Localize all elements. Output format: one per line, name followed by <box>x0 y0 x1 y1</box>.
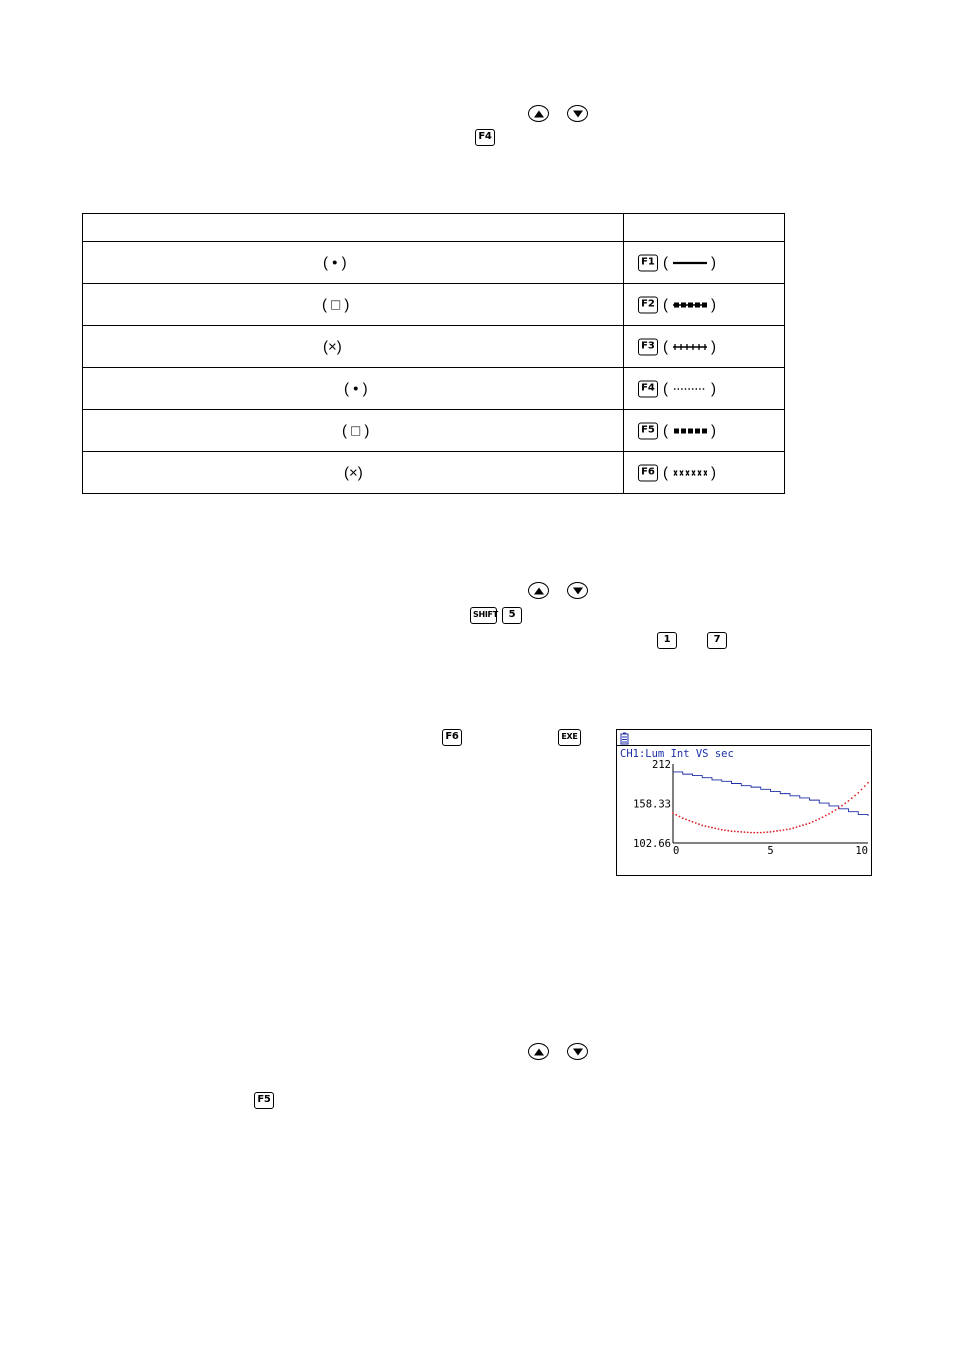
series-point-dot <box>724 829 726 831</box>
paren-open: ( <box>663 338 668 355</box>
series-point-dot <box>737 831 739 833</box>
paren-close: ) <box>711 296 716 313</box>
line-style-square-dot-icon <box>673 428 707 434</box>
series-point-dot <box>864 785 866 787</box>
line-style-solid-icon <box>673 260 707 266</box>
series-point-dot <box>711 827 713 829</box>
line-style-table <box>82 213 785 494</box>
series-point-dot <box>822 816 824 818</box>
table-row <box>83 242 785 284</box>
y-tick-label: 212 <box>652 759 671 771</box>
marker-symbol: ( □ ) <box>342 422 370 439</box>
series-point-dot <box>841 805 843 807</box>
f5-key: F5 <box>254 1092 274 1109</box>
graph-title: CH1:Lum Int VS sec <box>620 748 734 760</box>
marker-symbol: ( • ) <box>344 380 368 397</box>
series-point-dot <box>688 820 690 822</box>
marker-symbol: (×) <box>344 464 363 481</box>
table-row <box>83 368 785 410</box>
down-cursor-key <box>567 105 588 122</box>
shift-key: SHIFT <box>470 607 497 624</box>
paren-close: ) <box>711 422 716 439</box>
series-point-dot <box>851 797 853 799</box>
down-cursor-key <box>567 582 588 599</box>
table-row <box>83 452 785 494</box>
series-point-dot <box>838 807 840 809</box>
series-point-dot <box>773 831 775 833</box>
y-tick-label: 102.66 <box>633 838 671 850</box>
f4-key: F4 <box>638 380 658 397</box>
marker-symbol: ( • ) <box>323 254 347 271</box>
series-point-dot <box>740 831 742 833</box>
f2-key: F2 <box>638 296 658 313</box>
header-cell-key <box>624 214 785 242</box>
marker-symbol: (×) <box>323 338 342 355</box>
series-point-dot <box>701 825 703 827</box>
f1-key: F1 <box>638 254 658 271</box>
series-line-step <box>673 772 868 816</box>
series-point-dot <box>708 826 710 828</box>
series-point-dot <box>809 822 811 824</box>
series-point-dot <box>731 830 733 832</box>
one-key: 1 <box>657 632 677 649</box>
series-point-dot <box>721 829 723 831</box>
series-point-dot <box>718 828 720 830</box>
series-point-dot <box>844 802 846 804</box>
series-point-dot <box>796 826 798 828</box>
line-style-dot-icon <box>673 386 707 392</box>
series-point-dot <box>750 832 752 834</box>
series-point-dot <box>695 822 697 824</box>
battery-icon <box>621 733 628 745</box>
series-point-dot <box>760 832 762 834</box>
line-style-cross-dot-icon <box>673 470 707 476</box>
series-point-dot <box>848 800 850 802</box>
series-point-dot <box>698 823 700 825</box>
paren-open: ( <box>663 254 668 271</box>
series-point-dot <box>831 811 833 813</box>
calculator-graph-screen <box>616 729 872 876</box>
table-row <box>83 326 785 368</box>
paren-close: ) <box>711 380 716 397</box>
series-point-dot <box>835 809 837 811</box>
marker-symbol: ( □ ) <box>322 296 350 313</box>
series-point-dot <box>828 813 830 815</box>
series-point-dot <box>770 831 772 833</box>
f6-key: F6 <box>638 464 658 481</box>
series-point-dot <box>799 825 801 827</box>
series-point-dot <box>766 831 768 833</box>
paren-close: ) <box>711 464 716 481</box>
series-point-dot <box>792 827 794 829</box>
paren-open: ( <box>663 380 668 397</box>
paren-close: ) <box>711 254 716 271</box>
series-point-dot <box>747 831 749 833</box>
x-tick-label: 5 <box>767 845 774 857</box>
series-point-dot <box>675 814 677 816</box>
series-point-dot <box>786 829 788 831</box>
series-point-dot <box>867 782 869 784</box>
x-tick-label: 0 <box>673 845 680 857</box>
paren-close: ) <box>711 338 716 355</box>
down-cursor-key <box>567 1043 588 1060</box>
table-row <box>83 410 785 452</box>
series-point-dot <box>783 829 785 831</box>
up-cursor-key <box>528 1043 549 1060</box>
five-key: 5 <box>502 607 522 624</box>
series-point-dot <box>757 832 759 834</box>
paren-open: ( <box>663 464 668 481</box>
f3-key: F3 <box>638 338 658 355</box>
series-point-dot <box>857 792 859 794</box>
series-point-dot <box>854 795 856 797</box>
series-point-dot <box>672 812 674 814</box>
line-style-square-icon <box>673 302 707 308</box>
series-point-dot <box>812 821 814 823</box>
f4-key: F4 <box>475 129 495 146</box>
series-point-dot <box>818 818 820 820</box>
line-style-cross-icon <box>673 344 707 350</box>
series-point-dot <box>705 825 707 827</box>
series-point-dot <box>789 828 791 830</box>
series-point-dot <box>685 818 687 820</box>
f5-key: F5 <box>638 422 658 439</box>
x-tick-label: 10 <box>855 845 868 857</box>
series-point-dot <box>734 831 736 833</box>
exe-key: EXE <box>558 729 581 746</box>
paren-open: ( <box>663 296 668 313</box>
series-point-dot <box>682 817 684 819</box>
series-point-dot <box>714 827 716 829</box>
series-point-dot <box>805 823 807 825</box>
up-cursor-key <box>528 105 549 122</box>
series-point-dot <box>815 819 817 821</box>
table-row <box>83 284 785 326</box>
up-cursor-key <box>528 582 549 599</box>
series-point-dot <box>679 816 681 818</box>
series-point-dot <box>779 830 781 832</box>
series-point-dot <box>727 830 729 832</box>
series-point-dot <box>692 821 694 823</box>
series-point-dot <box>825 815 827 817</box>
header-cell-setting <box>83 214 624 242</box>
f6-key: F6 <box>442 729 462 746</box>
graph-canvas <box>617 730 870 874</box>
series-point-dot <box>776 830 778 832</box>
seven-key: 7 <box>707 632 727 649</box>
y-tick-label: 158.33 <box>633 798 671 811</box>
series-point-dot <box>763 831 765 833</box>
table-header-row <box>83 214 785 242</box>
series-point-dot <box>753 832 755 834</box>
paren-open: ( <box>663 422 668 439</box>
series-point-dot <box>861 789 863 791</box>
series-point-dot <box>802 824 804 826</box>
series-point-dot <box>744 831 746 833</box>
